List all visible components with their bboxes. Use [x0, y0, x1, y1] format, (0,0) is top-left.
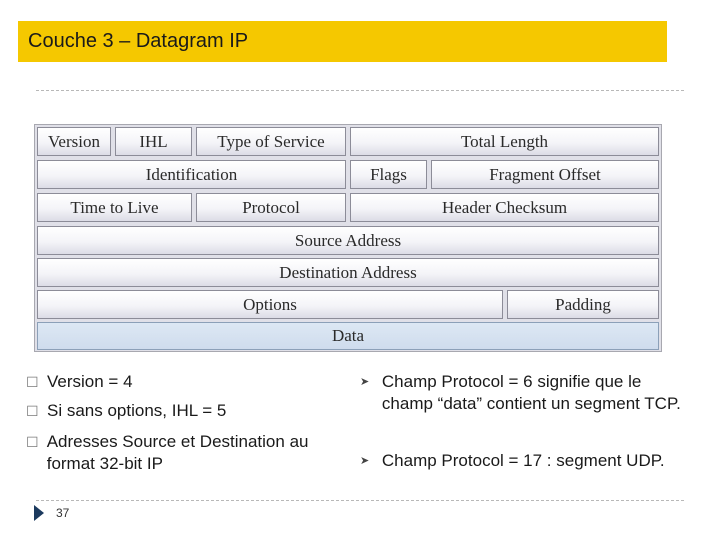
field-identification: Identification [37, 160, 346, 189]
list-item: ☐ Si sans options, IHL = 5 [26, 401, 227, 420]
list-item: ☐ Adresses Source et Destination au format 32-bit IP [26, 432, 309, 473]
bottom-divider [36, 500, 684, 501]
checkbox-icon: ☐ [26, 374, 39, 390]
field-version: Version [37, 127, 111, 156]
arrow-icon: ➤ [360, 455, 370, 467]
list-item: ➤ Champ Protocol = 6 signifie que le champ “data” contient un segment TCP. [360, 372, 681, 413]
field-padding: Padding [507, 290, 659, 319]
field-ihl: IHL [115, 127, 192, 156]
field-protocol: Protocol [196, 193, 346, 222]
field-options: Options [37, 290, 503, 319]
ip-header-diagram [34, 124, 662, 352]
field-fragment-offset: Fragment Offset [431, 160, 659, 189]
field-total-length: Total Length [350, 127, 659, 156]
page-footer [34, 505, 69, 521]
checkbox-icon: ☐ [26, 403, 39, 419]
field-type-of-service: Type of Service [196, 127, 346, 156]
field-data: Data [37, 322, 659, 350]
slide-title: Couche 3 – Datagram IP [28, 30, 249, 52]
field-header-checksum: Header Checksum [350, 193, 659, 222]
top-divider [36, 90, 684, 91]
field-time-to-live: Time to Live [37, 193, 192, 222]
page-number: 37 [56, 506, 70, 520]
list-item: ➤ Champ Protocol = 17 : segment UDP. [360, 451, 665, 470]
triangle-icon [34, 505, 44, 521]
list-item: ☐ Version = 4 [26, 372, 133, 391]
field-source-address: Source Address [37, 226, 659, 255]
checkbox-icon: ☐ [26, 434, 39, 450]
field-flags: Flags [350, 160, 427, 189]
arrow-icon: ➤ [360, 376, 370, 388]
field-destination-address: Destination Address [37, 258, 659, 287]
title-bar [18, 21, 667, 62]
